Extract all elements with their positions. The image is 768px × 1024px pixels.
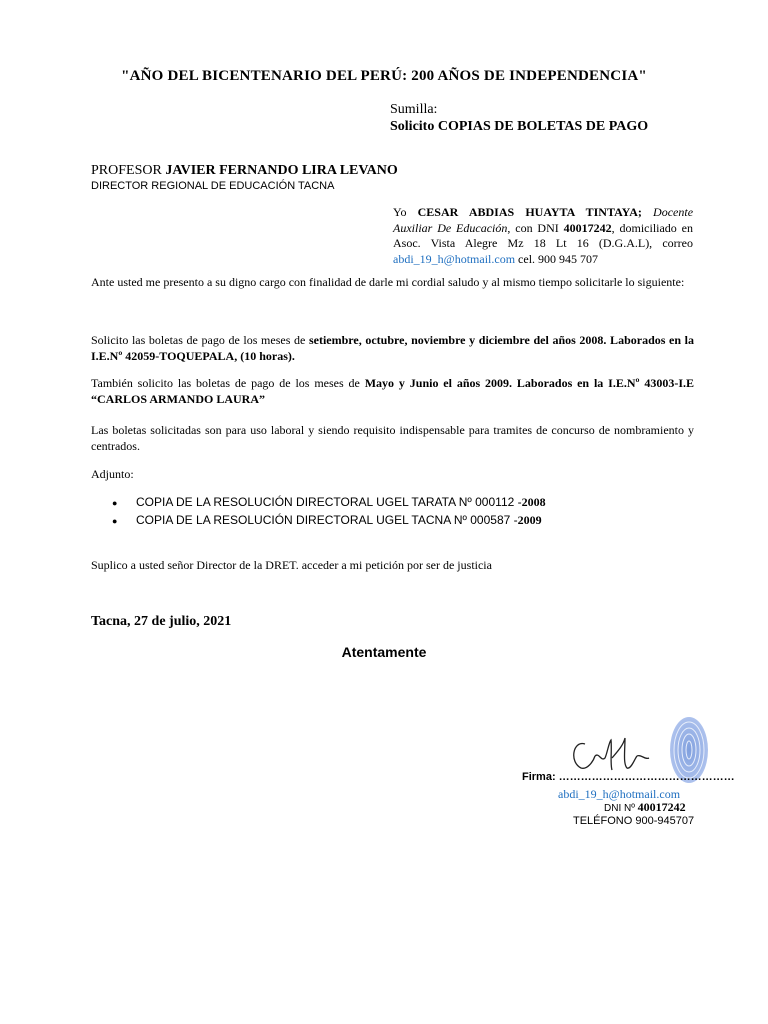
request-paragraph-2009 xyxy=(91,376,694,407)
intro-paragraph: Ante usted me presento a su digno cargo con finalidad de darle mi cordial saludo y al mismo tiempo solicitarle lo siguiente: xyxy=(91,275,685,289)
sender-dni-text: , con DNI xyxy=(507,220,564,235)
addressee-prefix: PROFESOR xyxy=(91,163,166,178)
list-item xyxy=(112,494,546,512)
sender-phone: cel. 900 945 707 xyxy=(515,251,599,266)
addressee-name: JAVIER FERNANDO LIRA LEVANO xyxy=(165,163,398,178)
suplico-paragraph: Suplico a usted señor Director de la DRET. acceder a mi petición por ser de justicia xyxy=(91,558,492,572)
sender-address: , domiciliado en Asoc. Vista Alegre Mz 18 Lt 16 (D.G.A.L), correo xyxy=(393,220,694,250)
atentamente-label: Atentamente xyxy=(341,644,427,660)
year-title: "AÑO DEL BICENTENARIO DEL PERÚ: 200 AÑOS DE INDEPENDENCIA" xyxy=(121,68,647,84)
dni-value: 40017242 xyxy=(637,800,686,814)
p3-bold: Mayo y Junio el años 2009. Laborados en la I.E.Nº 43003-I.E “CARLOS ARMANDO LAURA” xyxy=(91,376,694,406)
sender-role: Docente Auxiliar De Educación xyxy=(393,205,694,235)
signature-dni xyxy=(604,800,686,815)
signature-stroke xyxy=(574,738,649,770)
sumilla-block xyxy=(390,101,648,135)
attachment-text: COPIA DE LA RESOLUCIÓN DIRECTORAL UGEL TARATA Nº 000112 - xyxy=(136,495,522,509)
bullet-icon: ● xyxy=(112,516,118,526)
sender-email-link[interactable]: abdi_19_h@hotmail.com xyxy=(393,251,516,266)
list-item xyxy=(112,512,546,530)
sender-yo: Yo xyxy=(393,205,418,219)
sender-name: CESAR ABDIAS HUAYTA TINTAYA; xyxy=(417,205,642,219)
date-line: Tacna, 27 de julio, 2021 xyxy=(91,614,232,629)
addressee-title: DIRECTOR REGIONAL DE EDUCACIÓN TACNA xyxy=(91,180,335,192)
p2-bold: setiembre, octubre, noviembre y diciembre del años 2008. Laborados en la I.E.Nº 42059-TOQUEPALA, (10 horas). xyxy=(91,333,694,363)
attachment-year: 2008 xyxy=(521,495,546,509)
purpose-paragraph: Las boletas solicitadas son para uso laboral y siendo requisito indispensable para tramites de concurso de nombramiento y centrados. xyxy=(91,423,694,453)
firma-line: Firma: ………………………………………… xyxy=(522,771,735,783)
bullet-icon: ● xyxy=(112,498,118,508)
addressee-line xyxy=(91,163,398,179)
attachment-text: COPIA DE LA RESOLUCIÓN DIRECTORAL UGEL TACNA Nº 000587 - xyxy=(136,513,518,527)
p3-start: También solicito las boletas de pago de los meses de xyxy=(91,376,365,390)
signature-telefono: TELÉFONO 900-945707 xyxy=(573,815,695,827)
sender-block xyxy=(393,205,693,267)
sumilla-label: Sumilla: xyxy=(390,102,438,117)
adjunto-label: Adjunto: xyxy=(91,467,134,481)
attachment-year: 2009 xyxy=(517,513,542,527)
sumilla-text: Solicito COPIAS DE BOLETAS DE PAGO xyxy=(390,119,649,134)
request-paragraph-2008 xyxy=(91,333,694,364)
p2-start: Solicito las boletas de pago de los meses de xyxy=(91,333,309,347)
attachments-list xyxy=(112,494,546,530)
signature-email-link[interactable]: abdi_19_h@hotmail.com xyxy=(558,787,681,801)
dni-label: DNI Nº xyxy=(604,803,638,814)
sender-dni: 40017242 xyxy=(563,220,612,235)
addressee-block xyxy=(91,163,398,193)
